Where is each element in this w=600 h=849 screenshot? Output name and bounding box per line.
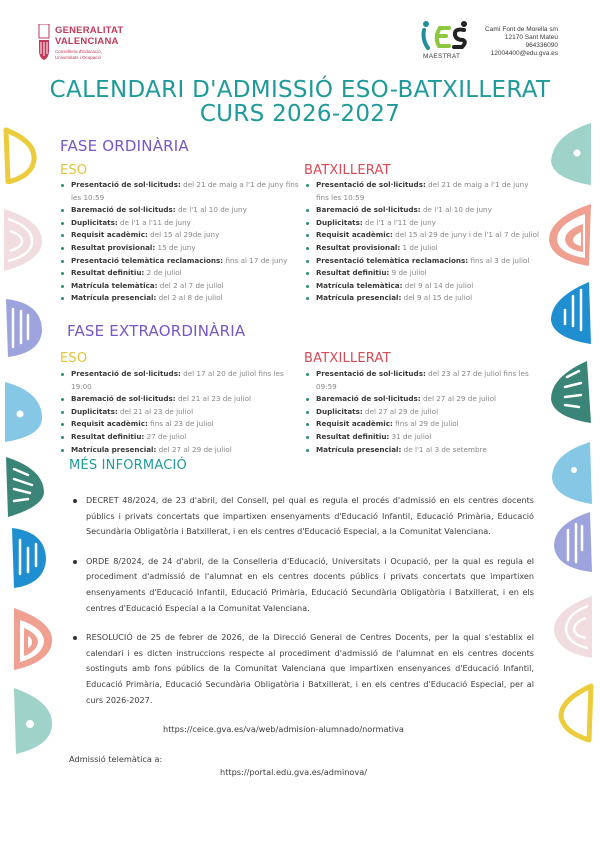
generalitat-shield-icon <box>38 24 50 60</box>
list-item: Presentació de sol·licituds: del 17 al 20 de juliol fins les 19:00 <box>60 368 300 393</box>
darkgreen-halfmoon-stripes-right-icon <box>547 359 593 425</box>
page-title: CALENDARI D'ADMISSIÓ ESO-BATXILLERAT CURS 2026-2027 <box>49 77 551 127</box>
list-item: Requisit acadèmic: fins al 29 de juliol <box>305 418 537 431</box>
yellow-halfmoon-outline-right-icon <box>555 682 595 744</box>
extraordinaria-eso-heading: ESO <box>60 351 88 366</box>
list-item: Matrícula presencial: del 27 al 29 de juliol <box>60 444 300 457</box>
list-item: Presentació de sol·licituds: del 23 al 27 de juliol fins les 09:59 <box>305 368 537 393</box>
lavender-halfmoon-stripes-right-icon <box>550 510 594 574</box>
list-item: Matrícula telemàtica: del 2 al 7 de juliol <box>60 280 300 293</box>
pink-halfmoon-rings-icon <box>2 207 44 273</box>
school-email[interactable]: 12004400@edu.gva.es <box>490 50 558 57</box>
reference-decret: DECRET 48/2024, de 23 d'abril, del Consell, pel qual es regula el procés d'admissió en els centres docents públics i privats concertats que impartixen ensenyaments d'Educació Infantil, Educació Primària, Educació Secundària Obligatòria i Batxillerat, i en els centres d'Educació Especial, a la Comunitat Valenciana. <box>70 493 534 540</box>
salmon-halfmoon-rings-right-icon <box>545 202 595 268</box>
ies-mark-icon <box>420 20 470 50</box>
list-item: Resultat definitiu: 2 de juliol <box>60 267 300 280</box>
mint-halfmoon-dot-right-icon <box>549 121 595 187</box>
reference-resolucio: RESOLUCIÓ de 25 de febrer de 2026, de la Direcció General de Centres Docents, per la qual s'establix el calendari i es dicten instruccions respecte al procediment d'admissió de l'alumnat en els centres docents sostinguts amb fons públics de la Comunitat Valenciana que impartixen ensenyances d'Educació Infantil, Educació Primària, Educació Secundària Obligatòria i Batxillerat, i en els centres d'Educació Especial, per al curs 2026-2027. <box>70 630 534 708</box>
list-item: Presentació telemàtica reclamacions: fins al 17 de juny <box>60 255 300 268</box>
list-item: Matrícula presencial: del 9 al 15 de juliol <box>305 292 542 305</box>
ordinaria-eso-list <box>60 179 300 305</box>
school-address: Camí Font de Morella s/n 12170 Sant Mateu 964336090 12004400@edu.gva.es <box>485 26 558 57</box>
list-item: Requisit acadèmic: del 15 al 29de juny <box>60 229 300 242</box>
list-item: Resultat provisional: 15 de juny <box>60 242 300 255</box>
adminova-link[interactable]: https://portal.edu.gva.es/adminova/ <box>220 767 368 777</box>
fase-extraordinaria-heading: FASE EXTRAORDINÀRIA <box>67 322 246 340</box>
list-item: Duplicitats: del 21 al 23 de juliol <box>60 406 300 419</box>
list-item: Resultat definitiu: 27 de juliol <box>60 431 300 444</box>
pink-halfmoon-rings-right-icon <box>552 594 594 660</box>
extraordinaria-batxillerat-heading: BATXILLERAT <box>304 351 391 366</box>
list-item: Matrícula telemàtica: del 9 al 14 de juliol <box>305 280 542 293</box>
list-item: Requisit acadèmic: del 15 al 29 de juny i de l'1 al 7 de juliol <box>305 229 542 242</box>
fase-ordinaria-heading: FASE ORDINÀRIA <box>60 137 189 155</box>
list-item: Matrícula presencial: del 2 al 8 de juliol <box>60 292 300 305</box>
conselleria-name: Conselleria d'Educació, Universitats i Ocupació <box>55 49 102 60</box>
list-item: Presentació de sol·licituds: del 21 de maig a l'1 de juny fins les 10:59 <box>305 179 542 204</box>
list-item: Duplicitats: de l'1 a l'11 de juny <box>305 217 542 230</box>
ordinaria-eso-heading: ESO <box>60 163 88 178</box>
mint-halfmoon-dot-icon <box>10 686 54 756</box>
school-name: MAESTRAT <box>423 53 461 60</box>
normativa-link[interactable]: https://ceice.gva.es/va/web/admision-alumnado/normativa <box>163 724 404 734</box>
list-item: Resultat definitiu: 9 de juliol <box>305 267 542 280</box>
list-item: Requisit acadèmic: fins al 23 de juliol <box>60 418 300 431</box>
list-item: Baremació de sol·licituds: del 27 al 29 de juliol <box>305 393 537 406</box>
generalitat-logo <box>38 22 128 64</box>
list-item: Duplicitats: del 27 al 29 de juliol <box>305 406 537 419</box>
list-item: Duplicitats: de l'1 a l'11 de juny <box>60 217 300 230</box>
list-item: Resultat provisional: 1 de juliol <box>305 242 542 255</box>
lavender-halfmoon-stripes-icon <box>2 297 44 359</box>
mes-informacio-heading: MÉS INFORMACIÓ <box>69 458 187 473</box>
list-item: Presentació telemàtica reclamacions: fins al 3 de juliol <box>305 255 542 268</box>
reference-orde: ORDE 8/2024, de 24 d'abril, de la Conselleria d'Educació, Universitats i Ocupació, per la qual es regula el procediment d'admissió de l'alumnat en els centres docents públics i privats concertats que impartixen ensenyaments d'Educació Infantil, Educació Primària, Educació Secundària Obligatòria i Batxillerat, i en els centres d'Educació Especial a la Comunitat Valenciana. <box>70 554 534 616</box>
list-item: Matrícula presencial: de l'1 al 3 de setembre <box>305 444 537 457</box>
list-item: Presentació de sol·licituds: del 21 de maig a l'1 de juny fins les 10:59 <box>60 179 300 204</box>
extraordinaria-eso-list <box>60 368 300 456</box>
salmon-halfmoon-rings-icon <box>10 606 54 672</box>
list-item: Baremació de sol·licituds: de l'1 al 10 de juny <box>60 204 300 217</box>
references-list <box>70 493 534 722</box>
generalitat-name: GENERALITAT VALENCIANA <box>55 25 124 47</box>
ordinaria-batxillerat-heading: BATXILLERAT <box>304 163 391 178</box>
extraordinaria-batxillerat-list <box>305 368 537 456</box>
list-item: Baremació de sol·licituds: del 21 al 23 de juliol <box>60 393 300 406</box>
blue-halfmoon-stripes-right-icon <box>547 280 593 346</box>
telematic-admission-label: Admissió telemàtica a: <box>69 754 163 764</box>
ies-maestrat-logo <box>420 20 570 62</box>
ordinaria-batxillerat-list <box>305 179 542 305</box>
darkgreen-halfmoon-stripes-icon <box>2 455 46 519</box>
yellow-halfmoon-outline-icon <box>2 126 38 184</box>
blue-halfmoon-stripes-icon <box>8 526 48 590</box>
lightblue-halfmoon-dot-right-icon <box>548 440 594 506</box>
list-item: Resultat definitiu: 31 de juliol <box>305 431 537 444</box>
lightblue-halfmoon-dot-icon <box>2 380 44 444</box>
list-item: Baremació de sol·licituds: de l'1 al 10 de juny <box>305 204 542 217</box>
